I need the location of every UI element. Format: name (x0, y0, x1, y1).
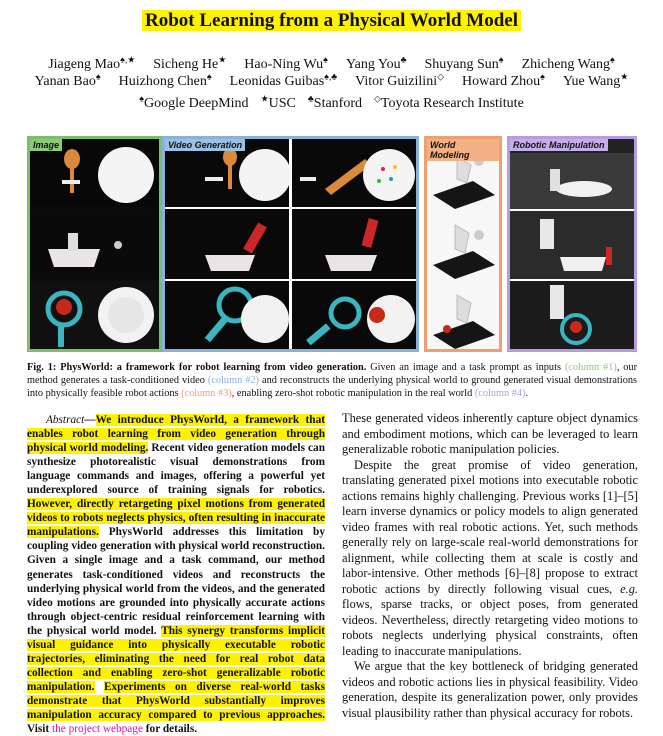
author-line-2 (0, 71, 663, 90)
author-affiliation-mark: ♠ (498, 54, 504, 64)
right-paragraph-1: These generated videos inherently capture object dynamics and embodiment motions, which can be leveraged to learn generalizable robotic manipulation policies. (342, 411, 638, 456)
author (562, 71, 629, 89)
robot-photos (510, 139, 634, 349)
author-line-1 (0, 54, 663, 73)
abstract-text-2: Recent video generation models can synthesize photorealistic visual demonstrations from language commands and images, offering a powerful yet underexplored source of training signals for robotics. (27, 442, 325, 497)
author (521, 54, 615, 72)
title-text: Robot Learning from a Physical World Model (142, 10, 521, 31)
author-name: Yang You (345, 56, 401, 72)
affiliation-mark: ♠ (139, 93, 144, 103)
author-affiliation-mark: ♠ (206, 71, 212, 81)
affiliation-mark: ★ (260, 93, 269, 103)
right-paragraph-2a: Despite the great promise of video generation, translating generated pixel motions into executable robotic actions remains highly challenging. Previous works [1]–[5] learn inverse dynamics or policy models to align generated video frames with real robotic actions. Yet, such methods generally rely on large-scale real-world demonstrations for alignment, while collecting them at scale is costly and labor-intensive. Other methods [6]–[8] propose to extract robotic actions by directly following visual cues, (342, 457, 638, 596)
author-name: Hao-Ning Wu (244, 56, 324, 72)
abstract-text-8: Visit (27, 723, 52, 736)
abstract-dash: — (84, 414, 96, 426)
author-affiliation-mark: ★ (620, 71, 629, 81)
author-name: Huizhong Chen (118, 73, 207, 89)
caption-text-4: , enabling zero-shot robotic manipulation in the real world (231, 387, 475, 399)
author-affiliation-mark: ♠ (95, 71, 101, 81)
video-frames (165, 139, 416, 349)
author (34, 71, 101, 89)
panel-label-robotic-manipulation: Robotic Manipulation (510, 139, 608, 151)
author-affiliation-mark: ♠ (540, 71, 545, 81)
author-affiliation-mark: ♠ (323, 54, 328, 64)
author (153, 54, 227, 72)
affiliation (260, 93, 296, 111)
author-name: Yanan Bao (34, 73, 96, 89)
author-affiliation-mark: ♠ (610, 54, 615, 64)
author-affiliation-mark: ♠,♣ (324, 71, 338, 81)
right-paragraph-2 (342, 458, 638, 660)
affiliation-name: USC (268, 95, 296, 111)
right-paragraph-3: We argue that the key bottleneck of bridging generated videos and robotic actions lies in physical feasibility. Video generation, despite its generalization power, only provides visual plausibility rather than physical accuracy for robots. (342, 659, 638, 720)
right-paragraph-2b: flows, sparse tracks, or object poses, from generated videos. Nevertheless, directly retargeting video motions to robots neglects underlying physical constraints, often leading to inaccurate manipulations. (342, 597, 638, 658)
author (462, 71, 545, 89)
paper-title (0, 10, 663, 32)
author (345, 54, 407, 72)
affiliation (307, 93, 362, 111)
author-name: Zhicheng Wang (521, 56, 610, 72)
author (424, 54, 504, 72)
author-affiliation-mark: ★ (218, 54, 227, 64)
figure-caption (27, 362, 637, 400)
image-column-photos (30, 139, 159, 349)
author-affiliation-mark: ♠,★ (120, 54, 136, 64)
author-name: Jiageng Mao (48, 56, 121, 72)
author-name: Vitor Guizilini (355, 73, 438, 89)
author-name: Sicheng He (153, 56, 219, 72)
right-column (342, 411, 638, 721)
affiliation-mark: ◇ (374, 93, 381, 103)
caption-text-1: Given an image and a task prompt as inputs (366, 362, 565, 373)
author-name: Howard Zhou (462, 73, 541, 89)
abstract-highlight-1: We introduce PhysWorld, a framework that enables robot learning from video generation through physical world modeling. (27, 414, 325, 455)
author-name: Shuyang Sun (424, 56, 499, 72)
caption-column-4: (column #4) (474, 387, 526, 399)
abstract (27, 413, 325, 736)
figure-panel-video-generation (162, 136, 419, 352)
figure-panel-image (27, 136, 162, 352)
right-paragraph-2-eg: e.g. (620, 581, 638, 596)
affiliations (0, 93, 663, 112)
panel-label-video-generation: Video Generation (165, 139, 245, 151)
affiliation-mark: ♣ (307, 93, 314, 103)
author (48, 54, 136, 72)
affiliation (374, 93, 524, 111)
abstract-text-4: PhysWorld addresses this limitation by coupling video generation with physical world reconstruction. Given a single image and a task command, our method generates task-conditioned videos and reconstructs the underlying physical world from the videos, and the generated video motions are grounded into physically accurate actions through object-centric residual reinforcement learning with the physical world model. (27, 526, 325, 637)
abstract-highlight-7: Experiments on diverse real-world tasks demonstrate that PhysWorld substantially improves manipulation accuracy compared to previous approaches. (27, 680, 325, 721)
affiliation-name: Toyota Research Institute (380, 95, 524, 111)
abstract-highlight-3: However, directly retargeting pixel motions from generated videos to robots neglects physics, often resulting in inaccurate manipulations. (27, 498, 325, 539)
abstract-highlight-5: This synergy transforms implicit visual guidance into physically executable robotic trajectories, eliminating the need for real robot data collection and enabling zero-shot generalizable robotic manipulation. (27, 624, 325, 693)
panel-label-world-modeling: World Modeling (427, 139, 499, 161)
abstract-text-9: for details. (142, 723, 198, 736)
abstract-label: Abstract (45, 414, 85, 426)
author (229, 71, 338, 89)
caption-text-2: , our method generates a task-conditioned video (27, 362, 638, 386)
affiliation-name: Google DeepMind (143, 95, 249, 111)
caption-column-2: (column #2) (207, 374, 259, 386)
caption-column-3: (column #3) (181, 387, 232, 399)
caption-column-1: (column #1) (564, 362, 617, 373)
caption-text-3: and reconstructs the underlying physical world to ground generated visual demonstrations into physically feasible robot actions (27, 374, 637, 399)
abstract-text-6 (95, 681, 105, 693)
author-affiliation-mark: ◇ (437, 71, 444, 81)
panel-label-image: Image (30, 139, 62, 151)
author (355, 71, 444, 89)
author-name: Leonidas Guibas (229, 73, 325, 89)
world-model-renders (427, 139, 499, 349)
caption-text-5: . (525, 387, 529, 399)
author-affiliation-mark: ♣ (400, 54, 407, 64)
caption-label: Fig. 1: PhysWorld: a framework for robot learning from video generation. (27, 362, 367, 373)
author-name: Yue Wang (562, 73, 621, 89)
affiliation (139, 93, 249, 111)
author (244, 54, 328, 72)
figure-panel-robotic-manipulation (507, 136, 637, 352)
figure-panel-world-modeling (424, 136, 502, 352)
project-webpage-link[interactable]: the project webpage (52, 723, 143, 736)
affiliation-name: Stanford (313, 95, 362, 111)
author (118, 71, 212, 89)
